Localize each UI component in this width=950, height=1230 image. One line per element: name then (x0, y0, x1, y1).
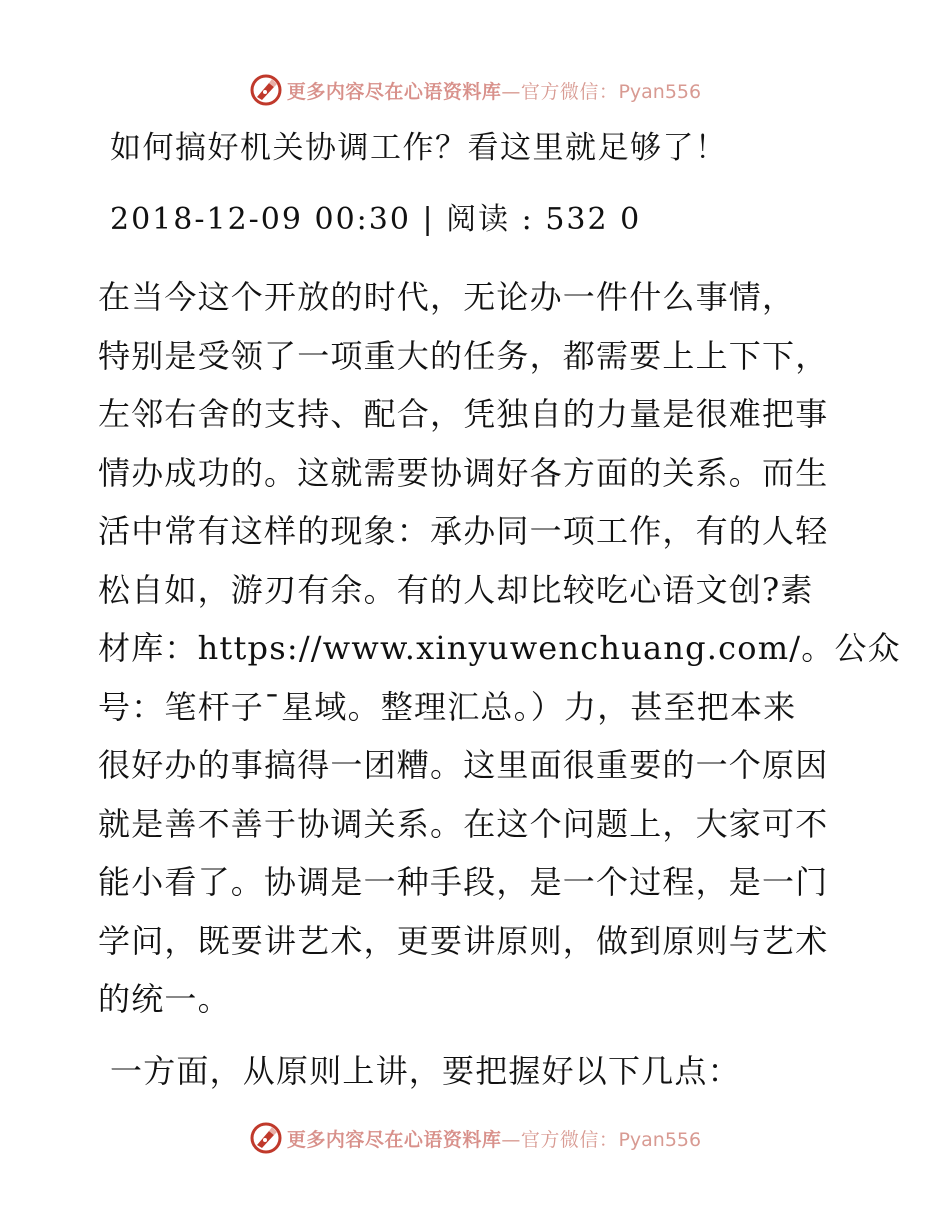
body-line: 就是善不善于协调关系。在这个问题上，大家可不 (98, 804, 829, 843)
pen-nib-logo-icon (249, 1121, 283, 1155)
body-line: 松自如，游刃有余。有的人却比较吃心语文创?素 (98, 570, 814, 609)
point-intro: 一方面，从原则上讲，要把握好以下几点： (110, 1052, 741, 1090)
watermark-wechat-id: Pyan556 (618, 80, 702, 103)
watermark-text (287, 77, 701, 104)
body-line: 学问，既要讲艺术，更要讲原则，做到原则与艺术 (98, 921, 829, 960)
watermark-official: —官方微信： (501, 80, 619, 103)
watermark-official: —官方微信： (501, 1128, 619, 1151)
body-line: 情办成功的。这就需要协调好各方面的关系。而生 (98, 453, 829, 492)
watermark-text (287, 1125, 701, 1152)
pen-nib-logo-icon (249, 73, 283, 107)
article-body-paragraph (98, 268, 901, 1029)
body-line: 很好办的事搞得一团糟。这里面很重要的一个原因 (98, 746, 829, 784)
article-meta: 2018-12-09 00:30 | 阅读 : 532 0 (110, 202, 642, 237)
header-watermark-banner (0, 70, 950, 110)
article-title: 如何搞好机关协调工作？看这里就足够了！ (110, 130, 728, 166)
body-line: 在当今这个开放的时代，无论办一件什么事情， (98, 278, 796, 316)
body-line: 左邻右舍的支持、配合，凭独自的力量是很难把事 (98, 395, 829, 433)
watermark-brand: 更多内容尽在心语资料库 (286, 80, 502, 103)
body-line: 能小看了。协调是一种手段，是一个过程，是一门 (98, 863, 829, 901)
body-line: 活中常有这样的现象：承办同一项工作，有的人轻 (98, 512, 829, 550)
body-line: 材库：https://www.xinyuwenchuang.com/。公众 (98, 629, 901, 667)
watermark-brand: 更多内容尽在心语资料库 (286, 1128, 502, 1151)
footer-watermark-banner (0, 1118, 950, 1158)
body-line: 特别是受领了一项重大的任务，都需要上上下下， (98, 336, 829, 375)
body-line: 号：笔杆子¯星域。整理汇总。）力，甚至把本来 (98, 687, 797, 726)
body-line: 的统一。 (98, 980, 231, 1018)
watermark-wechat-id: Pyan556 (618, 1128, 702, 1151)
